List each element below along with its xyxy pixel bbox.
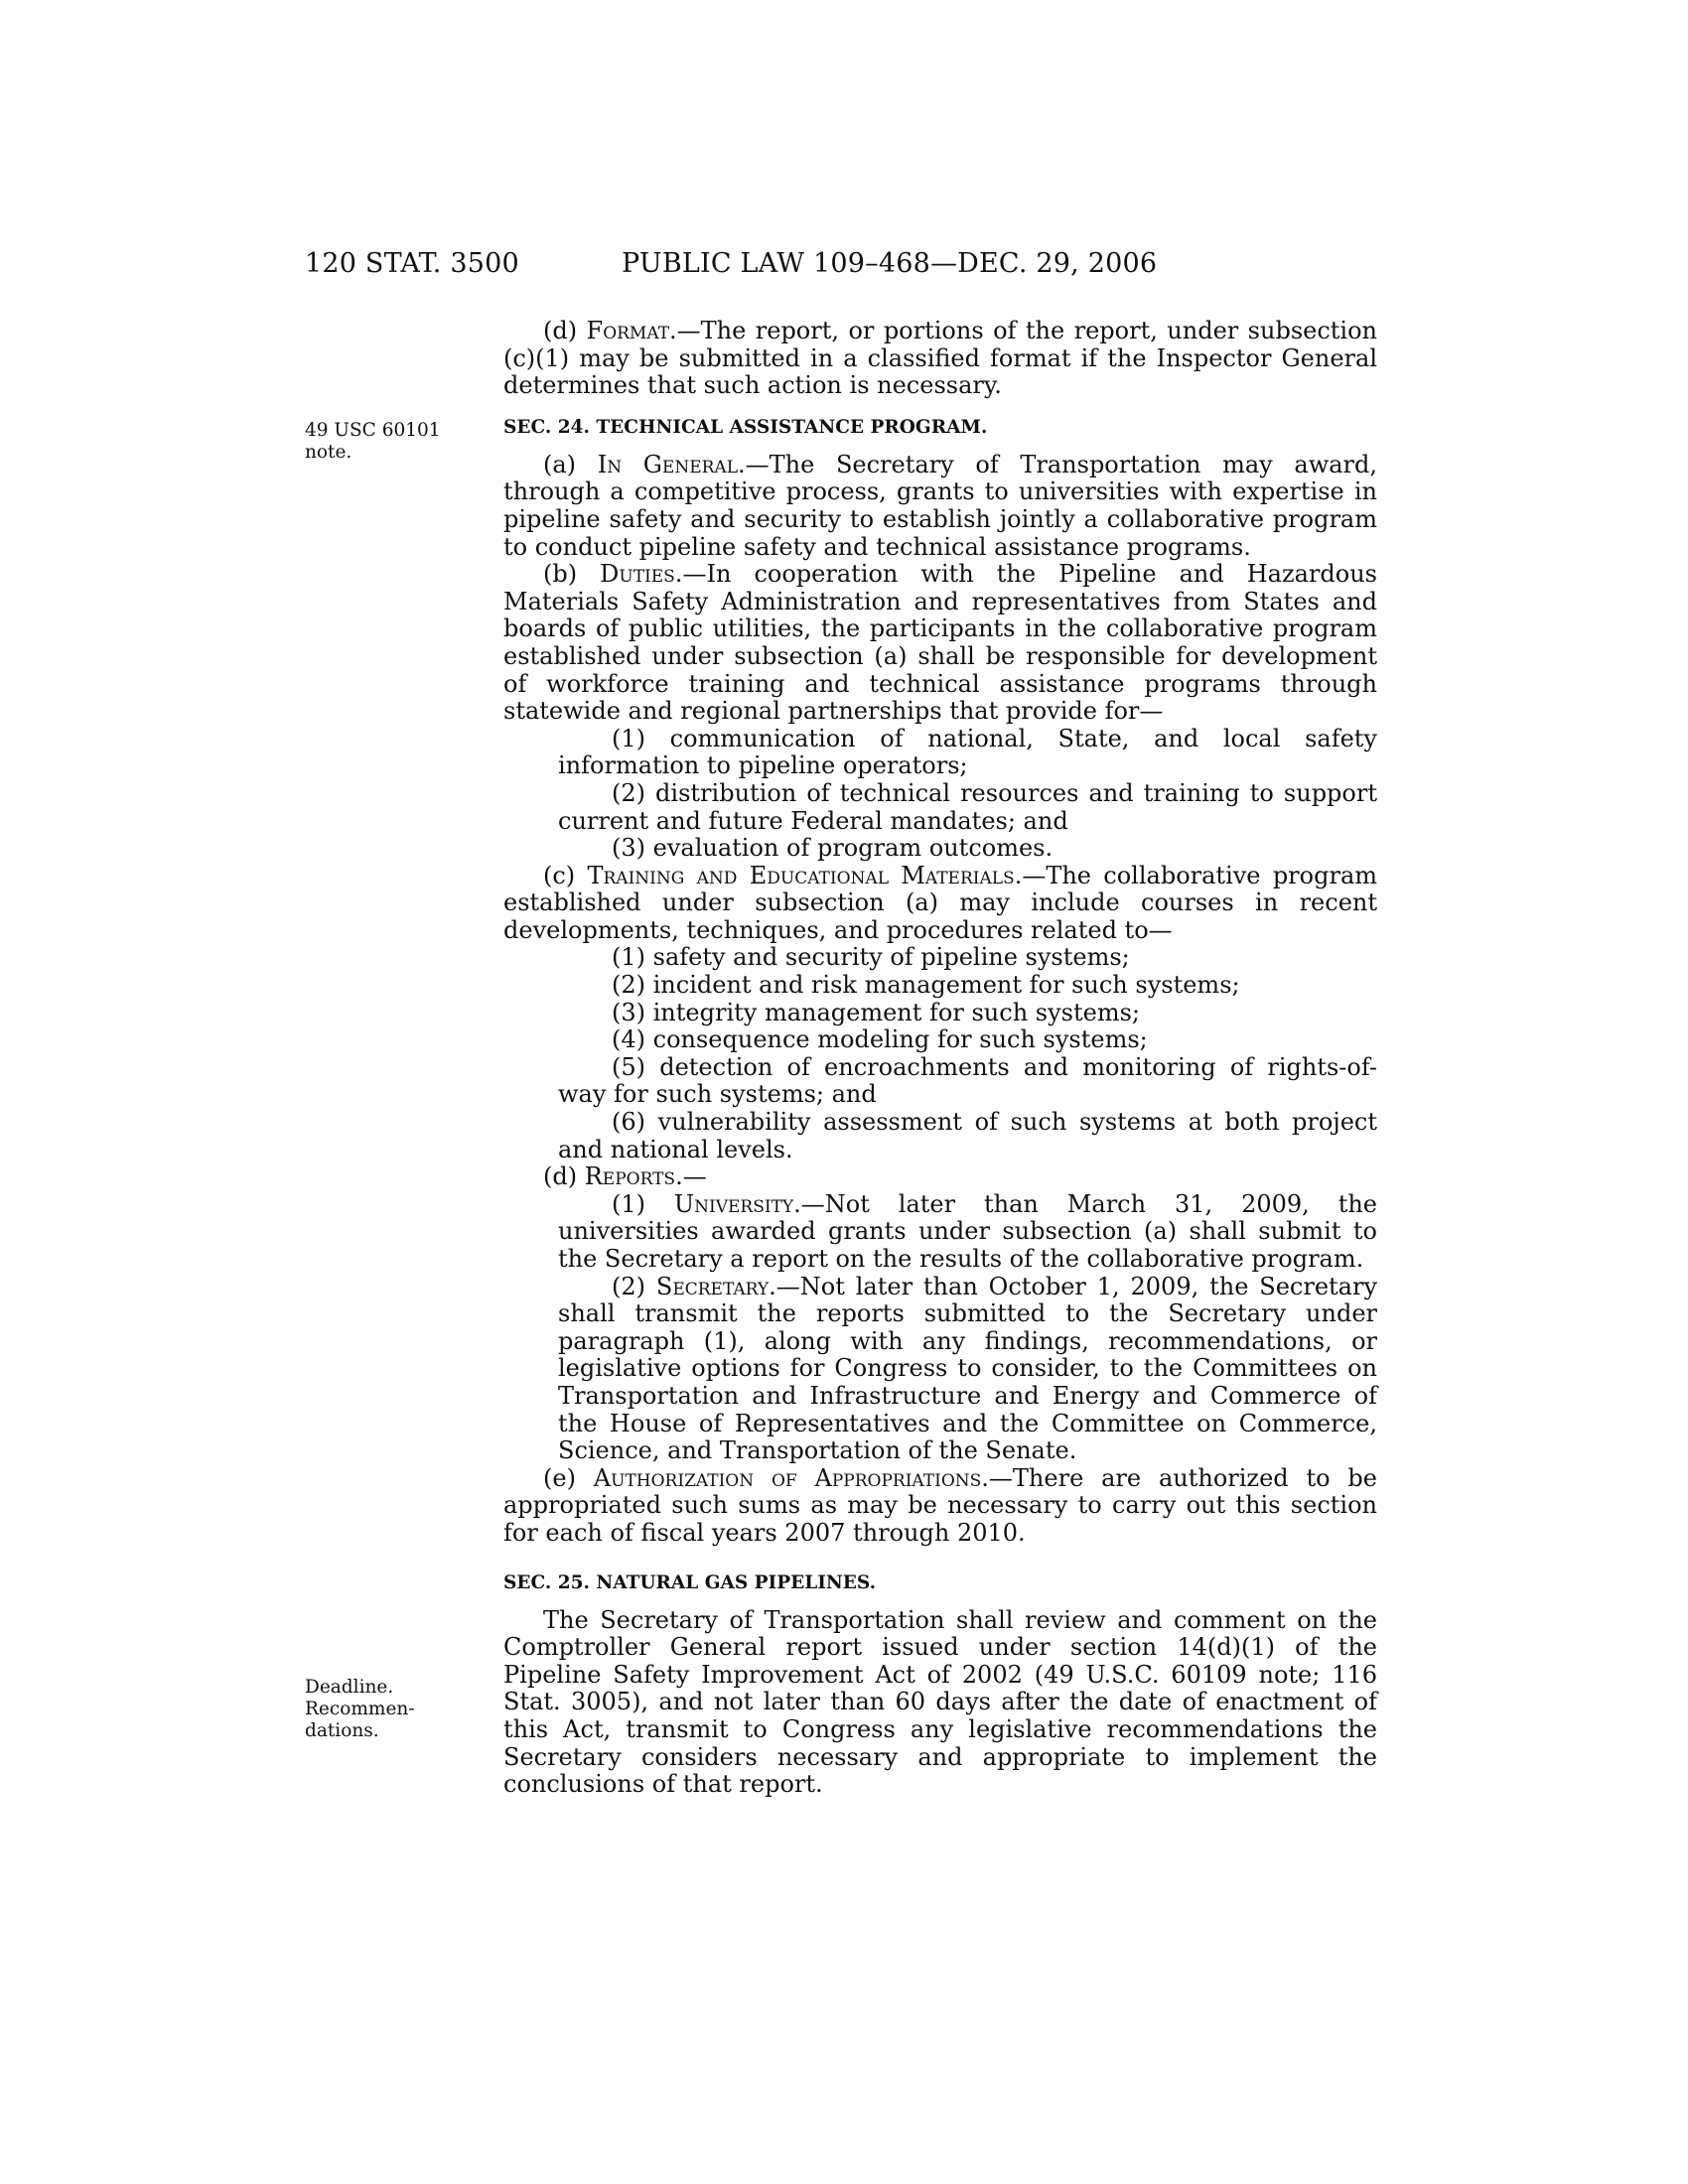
margin-note-deadline-line2: Recommen-: [305, 1699, 415, 1719]
paragraph-25: The Secretary of Transportation shall review and comment on the Comptroller General report issued under section 14(d)(1) of the Pipeline Safety Improvement Act of 2002 (49 U.S.C. 60109 note; 116 Stat. 3005), and not later than 60 days after the date of enactment of this Act, transmit to Congress any legislative recommendations the Secretary considers necessary and appropriate to implement the conclusions of that report.: [503, 1605, 1377, 1799]
paragraph-24b: (b) Duties.—In cooperation with the Pipeline and Hazardous Materials Safety Administration and representatives from States and boards of public utilities, the participants in the collaborative program established under subsection (a) shall be responsible for development of workforce training and technical assistance programs through statewide and regional partnerships that provide for—: [503, 560, 1377, 726]
paragraph-24b1: (1) communication of national, State, and local safety information to pipeline operators;: [558, 724, 1377, 780]
page-header: [305, 248, 1218, 288]
margin-note-usc-line2: note.: [305, 442, 352, 463]
public-law-citation: PUBLIC LAW 109–468—DEC. 29, 2006: [622, 248, 1158, 279]
paragraph-24c1: (1) safety and security of pipeline systems;: [612, 943, 1130, 972]
section-25-heading: SEC. 25. NATURAL GAS PIPELINES.: [503, 1571, 877, 1593]
section-24-heading: SEC. 24. TECHNICAL ASSISTANCE PROGRAM.: [503, 416, 988, 438]
paragraph-24a: (a) In General.—The Secretary of Transportation may award, through a competitive process, grants to universities with expertise in pipeline safety and security to establish jointly a collaborative program to conduct pipeline safety and technical assistance programs.: [503, 450, 1378, 561]
paragraph-24c5: (5) detection of encroachments and monitoring of rights-of-way for such systems; and: [558, 1052, 1377, 1109]
document-body: [503, 318, 1377, 1799]
statute-page-number: 120 STAT. 3500: [305, 248, 519, 279]
paragraph-24c: (c) Training and Educational Materials.—The collaborative program established under subsection (a) may include courses in recent developments, techniques, and procedures related to—: [503, 861, 1378, 944]
paragraph-24d2: (2) Secretary.—Not later than October 1, 2009, the Secretary shall transmit the reports submitted to the Secretary under paragraph (1), along with any findings, recommendations, or legislative options for Congress to consider, to the Committees on Transportation and Infrastructure and Energy and Commerce of the House of Representatives and the Committee on Commerce, Science, and Transportation of the Senate.: [558, 1272, 1378, 1465]
paragraph-23d-format: (d) Format.—The report, or portions of the report, under subsection (c)(1) may be submitted in a classified format if the Inspector General determines that such action is necessary.: [503, 317, 1378, 400]
paragraph-24d: (d) Reports.—: [543, 1162, 707, 1191]
paragraph-24c4: (4) consequence modeling for such systems;: [612, 1025, 1148, 1054]
margin-note-usc: [305, 420, 441, 464]
paragraph-24e: (e) Authorization of Appropriations.—There are authorized to be appropriated such sums as may be necessary to carry out this section for each of fiscal years 2007 through 2010.: [503, 1463, 1377, 1547]
paragraph-24b2: (2) distribution of technical resources and training to support current and future Federal mandates; and: [558, 778, 1377, 835]
margin-note-deadline-line1: Deadline.: [305, 1677, 394, 1698]
margin-note-usc-line1: 49 USC 60101: [305, 420, 441, 441]
paragraph-24b3: (3) evaluation of program outcomes.: [612, 834, 1054, 863]
paragraph-24d1: (1) University.—Not later than March 31, 2009, the universities awarded grants under subsection (a) shall submit to the Secretary a report on the results of the collaborative program.: [558, 1189, 1377, 1273]
margin-note-deadline: [305, 1677, 415, 1742]
paragraph-24c3: (3) integrity management for such systems;: [612, 998, 1140, 1026]
margin-note-deadline-line3: dations.: [305, 1720, 379, 1741]
paragraph-24c6: (6) vulnerability assessment of such systems at both project and national levels.: [558, 1108, 1377, 1163]
paragraph-24c2: (2) incident and risk management for such systems;: [612, 971, 1240, 1000]
